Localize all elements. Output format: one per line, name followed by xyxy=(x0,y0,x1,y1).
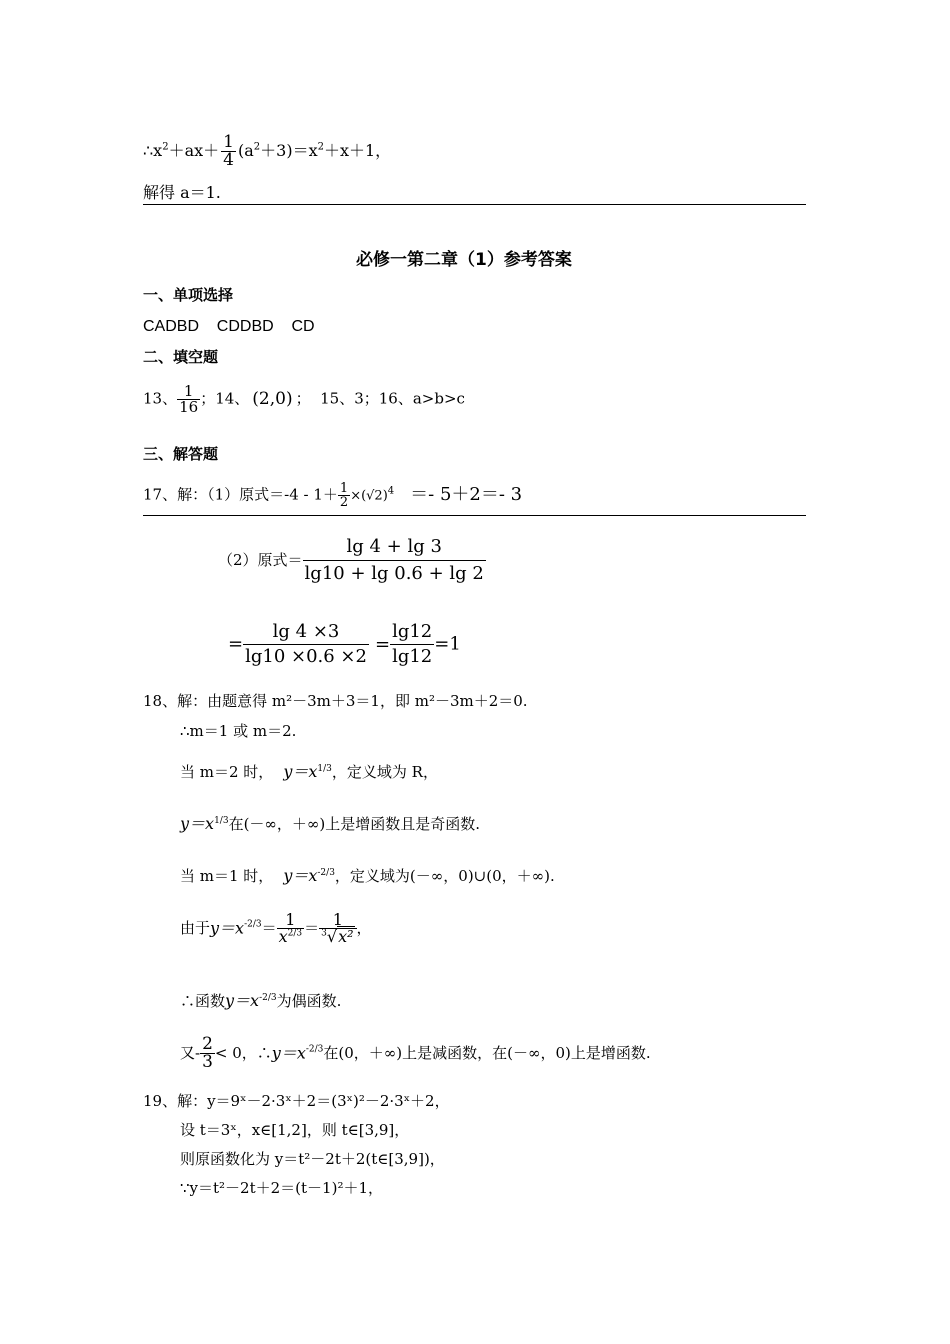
q17-part1 xyxy=(143,482,522,509)
q18-line4 xyxy=(180,816,480,832)
exponent: 2/3 xyxy=(287,928,303,939)
single-choice-answers: CADBD CDDBD CD xyxy=(143,318,315,335)
frac-num: 1 xyxy=(223,132,234,152)
text: 在(0，＋∞)上是减函数，在(－∞，0)上是增函数. xyxy=(323,1044,651,1062)
text: ，定义域为(－∞，0)∪(0，＋∞). xyxy=(334,867,555,885)
text: ∴函数 xyxy=(180,992,226,1010)
radicand: x² xyxy=(338,927,354,946)
text: < 0，∴ xyxy=(214,1044,272,1062)
q13-label: 13、 xyxy=(143,389,178,408)
q17-part3 xyxy=(228,623,461,666)
text: 又- xyxy=(180,1044,201,1062)
text: 当 m＝1 时， xyxy=(180,867,274,885)
q18-line5 xyxy=(180,868,555,884)
section-heading-single-choice: 一、单项选择 xyxy=(143,286,234,304)
q17-result: ＝- 5＋2＝- 3 xyxy=(410,483,523,505)
q17-part2 xyxy=(218,538,486,583)
frac-den: lg12 xyxy=(392,646,433,667)
frac-den: 16 xyxy=(179,398,199,416)
frac-den: $^3$√x² xyxy=(321,927,354,946)
frac-den: 3 xyxy=(202,1052,213,1072)
page-title: 必修一第二章（1）参考答案 xyxy=(356,250,572,270)
text: ∴x xyxy=(143,141,163,160)
frac-den: 4 xyxy=(223,150,234,170)
q17-2-label: （2）原式＝ xyxy=(218,551,303,569)
power-function: y＝x xyxy=(283,762,318,781)
exponent: -2/3 xyxy=(317,868,335,878)
divider xyxy=(143,204,806,205)
text: ＋ax＋ xyxy=(168,141,220,160)
text: ×(√2) xyxy=(350,488,388,504)
log-fraction xyxy=(390,623,434,666)
frac-num: 1 xyxy=(319,912,356,929)
fraction-power xyxy=(277,912,305,945)
text: 在(－∞，＋∞)上是增函数且是奇函数. xyxy=(228,815,481,833)
exponent: -2/3 xyxy=(244,919,262,930)
fraction-half xyxy=(338,482,350,509)
text: 由于 xyxy=(180,919,211,937)
text: = xyxy=(228,633,244,655)
q18-line1: 18、解：由题意得 m²－3m＋3＝1，即 m²－3m＋2＝0. xyxy=(143,692,528,710)
power-function: y＝x xyxy=(225,991,260,1010)
frac-num: lg12 xyxy=(390,623,434,645)
section-heading-fill-in: 二、填空题 xyxy=(143,348,219,366)
log-fraction xyxy=(243,623,369,666)
top-equation xyxy=(143,134,391,169)
frac-num: lg 4 ×3 xyxy=(243,623,369,645)
q13-fraction xyxy=(177,384,200,415)
text: x xyxy=(278,927,288,946)
q19-line1: 19、解：y＝9ˣ－2·3ˣ＋2＝(3ˣ)²－2·3ˣ＋2， xyxy=(143,1092,450,1110)
exponent: 2 xyxy=(317,141,324,153)
text: ，定义域为 R， xyxy=(331,763,438,781)
q18-line8 xyxy=(180,1036,651,1071)
text: ＝ xyxy=(261,919,277,937)
q18-line6 xyxy=(180,912,372,945)
q19-line4: ∵y＝t²－2t＋2＝(t－1)²＋1， xyxy=(180,1179,384,1197)
q14-value: (2,0) xyxy=(252,388,293,409)
text: = xyxy=(374,633,391,655)
power-function: y＝x xyxy=(283,866,318,885)
frac-den: lg10 + lg 0.6 + lg 2 xyxy=(304,563,484,584)
power-function: y＝x xyxy=(271,1043,306,1063)
frac-num: 2 xyxy=(202,1034,213,1054)
frac-den: lg10 ×0.6 ×2 xyxy=(245,646,367,667)
top-solution-line: 解得 a＝1. xyxy=(143,183,221,202)
q19-line2: 设 t＝3ˣ，x∈[1,2]，则 t∈[3,9]， xyxy=(180,1121,410,1139)
exponent: 1/3 xyxy=(214,816,229,826)
exponent: 2 xyxy=(253,141,261,153)
power-function: y＝x xyxy=(180,814,215,833)
log-fraction xyxy=(303,538,486,583)
q18-line7 xyxy=(180,993,341,1009)
exponent: 2 xyxy=(162,141,169,153)
text: 当 m＝2 时， xyxy=(180,763,274,781)
text: =1 xyxy=(434,633,461,655)
frac-num: 1 xyxy=(277,912,305,929)
section-heading-solutions: 三、解答题 xyxy=(143,445,219,463)
divider xyxy=(143,515,806,516)
fill-in-answers xyxy=(143,384,465,415)
power-function: y＝x xyxy=(210,918,245,938)
q18-line3 xyxy=(180,764,438,780)
text: 为偶函数. xyxy=(276,992,342,1010)
exponent: -2/3 xyxy=(259,993,277,1003)
fraction-one-quarter xyxy=(221,134,236,169)
exponent: 1/3 xyxy=(317,764,332,774)
q14-label: ；14、 xyxy=(200,389,250,408)
exponent: -2/3 xyxy=(305,1044,324,1055)
q17-label: 17、解：（1）原式＝-4 - 1＋ xyxy=(143,485,338,504)
q19-line3: 则原函数化为 y＝t²－2t＋2(t∈[3,9])， xyxy=(180,1150,445,1168)
fraction-two-thirds xyxy=(200,1036,215,1071)
text: ＋x＋1， xyxy=(323,141,392,160)
radical-index: 3 xyxy=(321,928,327,939)
text: ， xyxy=(356,919,372,937)
frac-den: 2 xyxy=(339,495,349,510)
fraction-radical xyxy=(319,912,356,945)
frac-den xyxy=(277,929,305,945)
text: ＋3)＝x xyxy=(260,141,318,160)
frac-num: 1 xyxy=(177,384,200,400)
exponent: 4 xyxy=(387,485,395,497)
frac-num: 1 xyxy=(339,481,349,496)
q15-16-answers: ； 15、3；16、a>b>c xyxy=(295,389,465,408)
text: ＝ xyxy=(304,919,320,937)
q18-line2: ∴m＝1 或 m＝2. xyxy=(180,722,297,740)
text: (a xyxy=(237,141,254,160)
frac-num: lg 4 + lg 3 xyxy=(303,538,486,561)
